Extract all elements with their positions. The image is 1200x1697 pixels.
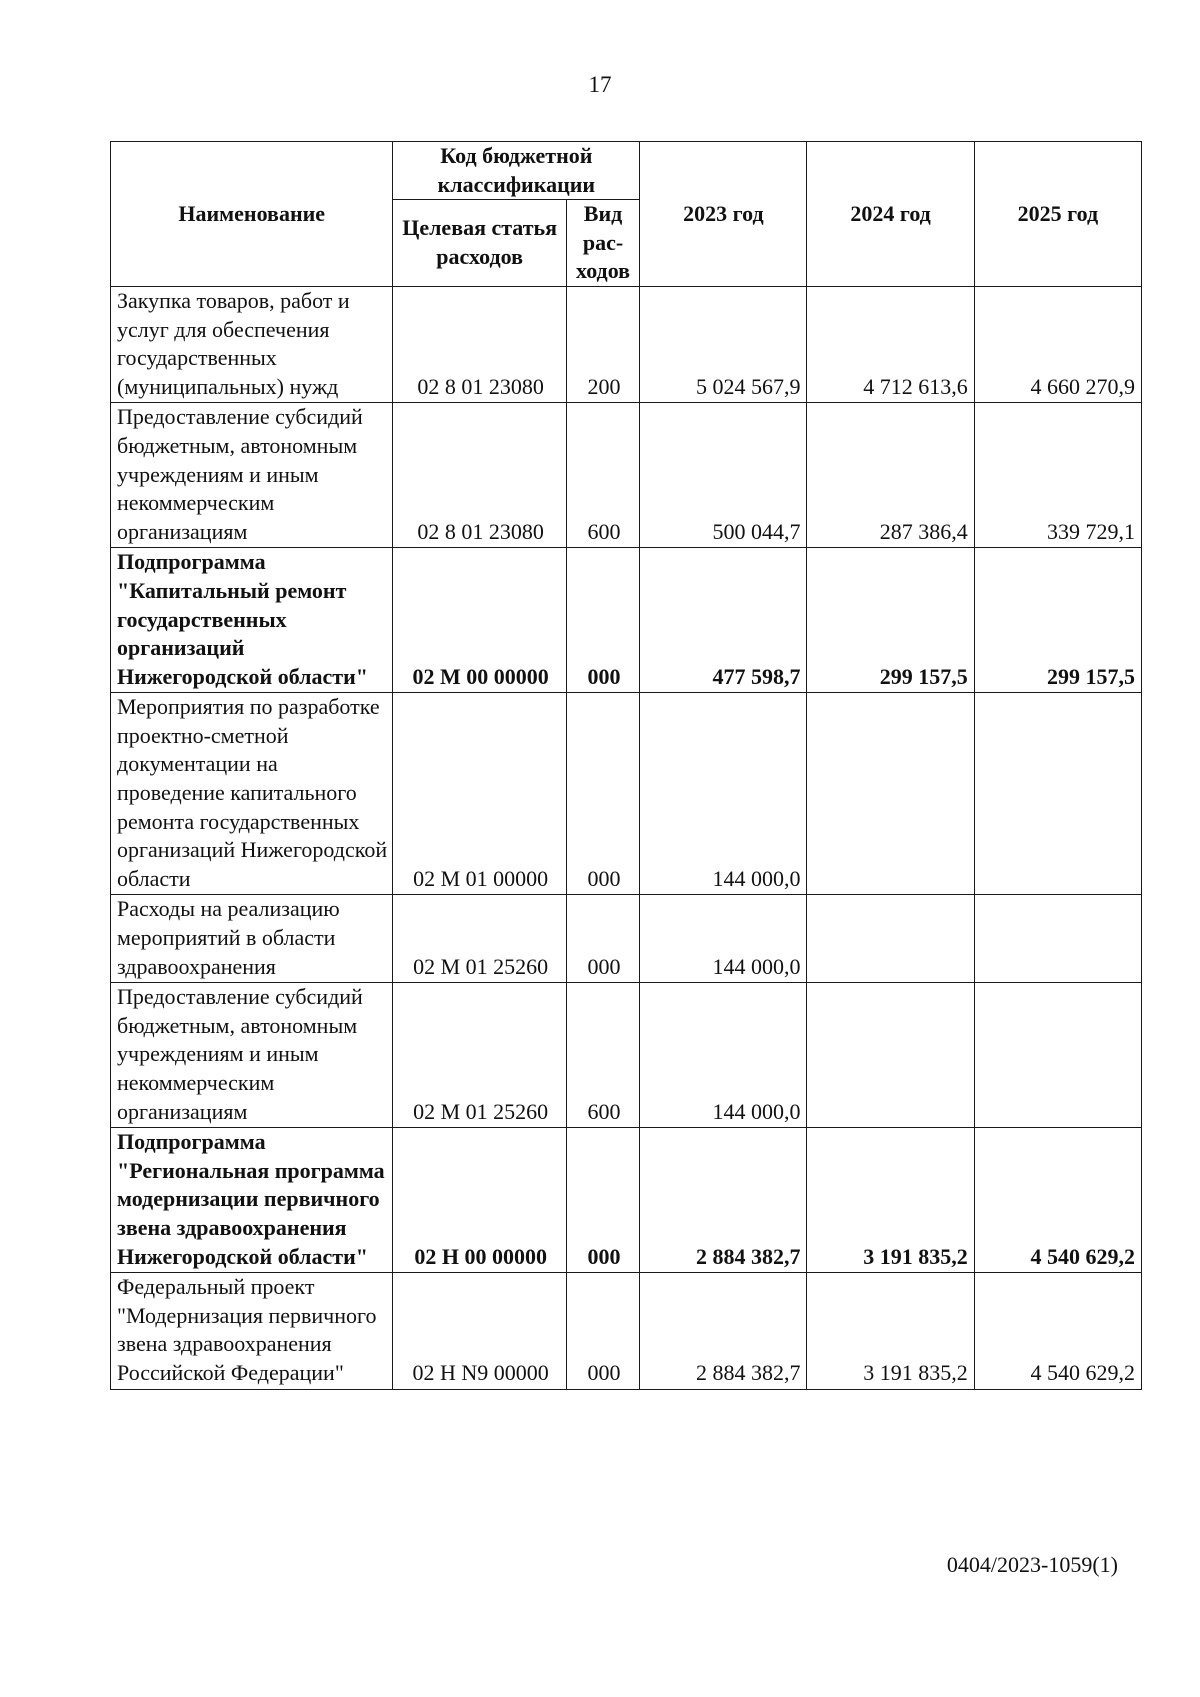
row-name: Предоставление субсидий бюджетным, автономным учреждениям и иным некоммерческим организациям bbox=[111, 983, 393, 1128]
row-code: 02 М 01 25260 bbox=[393, 895, 566, 983]
row-code: 02 Н 00 00000 bbox=[393, 1128, 566, 1273]
row-2023: 144 000,0 bbox=[640, 983, 807, 1128]
header-name: Наименование bbox=[111, 142, 393, 287]
table-row bbox=[111, 286, 1142, 402]
row-2023: 2 884 382,7 bbox=[640, 1128, 807, 1273]
row-2024 bbox=[807, 983, 974, 1128]
row-2025 bbox=[974, 895, 1141, 983]
table-row bbox=[111, 403, 1142, 548]
row-2024 bbox=[807, 895, 974, 983]
table-row-subprogram bbox=[111, 548, 1142, 693]
row-2025: 299 157,5 bbox=[974, 548, 1141, 693]
page-number: 17 bbox=[588, 72, 612, 97]
header-2025: 2025 год bbox=[974, 142, 1141, 287]
row-kind: 600 bbox=[566, 983, 639, 1128]
row-2025: 4 660 270,9 bbox=[974, 286, 1141, 402]
row-2023: 2 884 382,7 bbox=[640, 1273, 807, 1389]
row-code: 02 8 01 23080 bbox=[393, 403, 566, 548]
header-expense-kind: Вид рас-ходов bbox=[566, 200, 639, 287]
row-2025: 4 540 629,2 bbox=[974, 1273, 1141, 1389]
table-row bbox=[111, 895, 1142, 983]
row-2023: 144 000,0 bbox=[640, 693, 807, 895]
header-target-article: Целевая статья расходов bbox=[393, 200, 566, 287]
row-2024: 3 191 835,2 bbox=[807, 1273, 974, 1389]
header-2023: 2023 год bbox=[640, 142, 807, 287]
row-2025 bbox=[974, 983, 1141, 1128]
row-code: 02 8 01 23080 bbox=[393, 286, 566, 402]
row-kind: 000 bbox=[566, 895, 639, 983]
header-2024: 2024 год bbox=[807, 142, 974, 287]
row-2024 bbox=[807, 693, 974, 895]
row-code: 02 М 00 00000 bbox=[393, 548, 566, 693]
budget-table bbox=[110, 141, 1142, 1390]
row-2024: 4 712 613,6 bbox=[807, 286, 974, 402]
row-2023: 144 000,0 bbox=[640, 895, 807, 983]
row-kind: 000 bbox=[566, 548, 639, 693]
row-code: 02 М 01 25260 bbox=[393, 983, 566, 1128]
row-kind: 000 bbox=[566, 1273, 639, 1389]
document-code: 0404/2023-1059(1) bbox=[946, 1552, 1118, 1577]
table-row bbox=[111, 1273, 1142, 1389]
header-bcc: Код бюджетной классификации bbox=[393, 142, 640, 200]
table-row bbox=[111, 693, 1142, 895]
row-2025: 339 729,1 bbox=[974, 403, 1141, 548]
row-2025 bbox=[974, 693, 1141, 895]
row-kind: 600 bbox=[566, 403, 639, 548]
row-name: Закупка товаров, работ и услуг для обеспечения государственных (муниципальных) нужд bbox=[111, 286, 393, 402]
row-name: Предоставление субсидий бюджетным, автономным учреждениям и иным некоммерческим организациям bbox=[111, 403, 393, 548]
row-2024: 299 157,5 bbox=[807, 548, 974, 693]
row-name: Подпрограмма "Капитальный ремонт государственных организаций Нижегородской области" bbox=[111, 548, 393, 693]
row-code: 02 М 01 00000 bbox=[393, 693, 566, 895]
row-2025: 4 540 629,2 bbox=[974, 1128, 1141, 1273]
row-code: 02 Н N9 00000 bbox=[393, 1273, 566, 1389]
row-name: Расходы на реализацию мероприятий в области здравоохранения bbox=[111, 895, 393, 983]
row-name: Мероприятия по разработке проектно-сметной документации на проведение капитального ремонта государственных организаций Нижегородской области bbox=[111, 693, 393, 895]
row-2024: 287 386,4 bbox=[807, 403, 974, 548]
row-kind: 200 bbox=[566, 286, 639, 402]
row-2024: 3 191 835,2 bbox=[807, 1128, 974, 1273]
row-kind: 000 bbox=[566, 693, 639, 895]
row-name: Федеральный проект "Модернизация первичного звена здравоохранения Российской Федерации" bbox=[111, 1273, 393, 1389]
table-row-subprogram bbox=[111, 1128, 1142, 1273]
table-row bbox=[111, 983, 1142, 1128]
row-2023: 477 598,7 bbox=[640, 548, 807, 693]
row-2023: 5 024 567,9 bbox=[640, 286, 807, 402]
row-name: Подпрограмма "Региональная программа модернизации первичного звена здравоохранения Нижегородской области" bbox=[111, 1128, 393, 1273]
row-2023: 500 044,7 bbox=[640, 403, 807, 548]
row-kind: 000 bbox=[566, 1128, 639, 1273]
